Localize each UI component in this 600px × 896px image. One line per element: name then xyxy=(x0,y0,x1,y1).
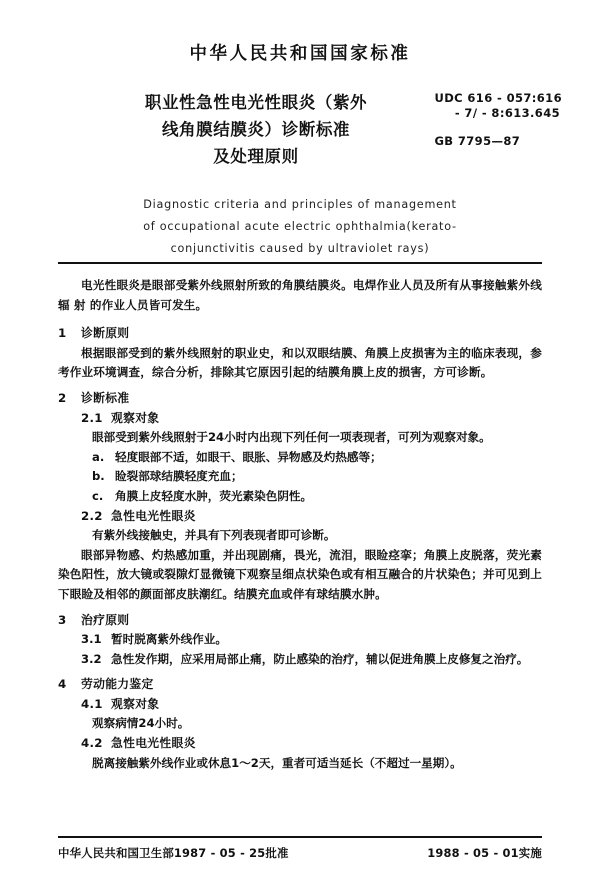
list-item-marker-a: a. xyxy=(92,449,105,464)
section-3-title: 治疗原则 xyxy=(81,612,130,627)
section-2-heading xyxy=(58,389,542,409)
national-standard-heading: 中华人民共和国国家标准 xyxy=(189,44,411,64)
list-item-marker-c: c. xyxy=(92,488,104,503)
udc-code-line-2: - 7/ - 8:613.645 xyxy=(454,106,560,120)
standard-code-block xyxy=(434,91,562,148)
section-4-1-title: 观察对象 xyxy=(111,696,160,711)
list-item-marker-b: b. xyxy=(92,469,105,484)
section-4-2-title: 急性电光性眼炎 xyxy=(111,736,196,751)
list-item-text-c: 角膜上皮轻度水肿，荧光素染色阴性。 xyxy=(115,488,313,503)
section-3-2-number: 3.2 xyxy=(81,651,102,666)
approval-authority-and-date: 中华人民共和国卫生部1987 - 05 - 25批准 xyxy=(58,846,289,860)
section-2-2-paragraph-2: 眼部异物感、灼热感加重，并出现剧痛，畏光，流泪，眼睑痉挛；角膜上皮脱落，荧光素染色阳性，放大镜或裂隙灯显微镜下观察呈细点状染色或有相互融合的片状染色；并可见到上下眼睑及相邻的颜面部皮肤潮红。结膜充血或伴有球结膜水肿。 xyxy=(58,547,542,601)
list-item-text-a: 轻度眼部不适，如眼干、眼胀、异物感及灼热感等； xyxy=(115,449,382,464)
english-subtitle-line-1: Diagnostic criteria and principles of management xyxy=(143,198,457,211)
section-4-2-paragraph: 脱离接触紫外线作业或休息1～2天，重者可适当延长（不超过一星期）。 xyxy=(92,755,462,770)
document-body xyxy=(58,276,542,773)
document-title-line-1: 职业性急性电光性眼炎（紫外 xyxy=(144,93,368,112)
intro-paragraph: 电光性眼炎是眼部受紫外线照射所致的角膜结膜炎。电焊作业人员及所有从事接触紫外线辐 射 的作业人员皆可发生。 xyxy=(58,278,542,312)
section-3-1-text: 暂时脱离紫外线作业。 xyxy=(111,632,227,647)
section-2-2-heading xyxy=(58,507,542,527)
english-subtitle-line-3: conjunctivitis caused by ultraviolet rays) xyxy=(170,242,430,255)
document-title xyxy=(76,89,436,170)
section-1-number: 1 xyxy=(58,326,67,341)
section-2-2-paragraph-1: 有紫外线接触史，并具有下列表现者即可诊断。 xyxy=(92,528,336,543)
english-subtitle-line-2: of occupational acute electric ophthalmia(kerato- xyxy=(143,220,457,233)
section-2-1-heading xyxy=(58,409,542,429)
title-and-code-row xyxy=(0,89,600,170)
section-3-2-line xyxy=(58,650,542,670)
section-4-1-paragraph: 观察病情24小时。 xyxy=(92,716,190,731)
section-2-title: 诊断标准 xyxy=(81,390,130,405)
section-2-2-title: 急性电光性眼炎 xyxy=(111,508,196,523)
section-1-title: 诊断原则 xyxy=(81,326,130,341)
section-2-number: 2 xyxy=(58,390,67,405)
section-3-1-line xyxy=(58,630,542,650)
section-2-1-paragraph: 眼部受到紫外线照射于24小时内出现下列任何一项表现者，可列为观察对象。 xyxy=(92,430,491,445)
section-4-heading xyxy=(58,675,542,695)
section-4-number: 4 xyxy=(58,677,67,692)
section-2-2-number: 2.2 xyxy=(81,508,103,523)
section-3-number: 3 xyxy=(58,612,67,627)
section-2-1-title: 观察对象 xyxy=(111,410,160,425)
section-2-1-number: 2.1 xyxy=(81,410,103,425)
document-footer xyxy=(58,845,542,861)
list-item xyxy=(58,448,542,468)
list-item xyxy=(58,467,542,487)
document-header xyxy=(0,0,600,260)
section-1-paragraph: 根据眼部受到的紫外线照射的职业史，和以双眼结膜、角膜上皮损害为主的临床表现，参考作业环境调查，综合分析，排除其它原因引起的结膜角膜上皮的损害，方可诊断。 xyxy=(58,345,542,380)
footer-divider-rule xyxy=(58,836,542,838)
section-4-2-heading xyxy=(58,734,542,754)
document-title-line-2: 线角膜结膜炎）诊断标准 xyxy=(161,120,351,139)
document-title-line-3: 及处理原则 xyxy=(213,147,299,166)
section-3-1-number: 3.1 xyxy=(81,632,102,647)
header-divider-rule xyxy=(58,262,542,264)
spacer xyxy=(58,315,542,324)
section-1-heading xyxy=(58,324,542,344)
english-subtitle xyxy=(0,194,600,260)
list-item xyxy=(58,487,542,507)
section-3-heading xyxy=(58,611,542,631)
list-item-text-b: 睑裂部球结膜轻度充血； xyxy=(115,469,243,484)
section-4-1-heading xyxy=(58,695,542,715)
udc-code-line-1: UDC 616 - 057:616 xyxy=(434,91,562,105)
gb-standard-number: GB 7795—87 xyxy=(434,134,521,148)
section-4-title: 劳动能力鉴定 xyxy=(81,677,154,692)
implementation-date: 1988 - 05 - 01实施 xyxy=(427,846,542,860)
section-4-2-number: 4.2 xyxy=(81,736,103,751)
section-3-2-text: 急性发作期，应采用局部止痛，防止感染的治疗，辅以促进角膜上皮修复之治疗。 xyxy=(111,651,529,666)
section-4-1-number: 4.1 xyxy=(81,696,103,711)
